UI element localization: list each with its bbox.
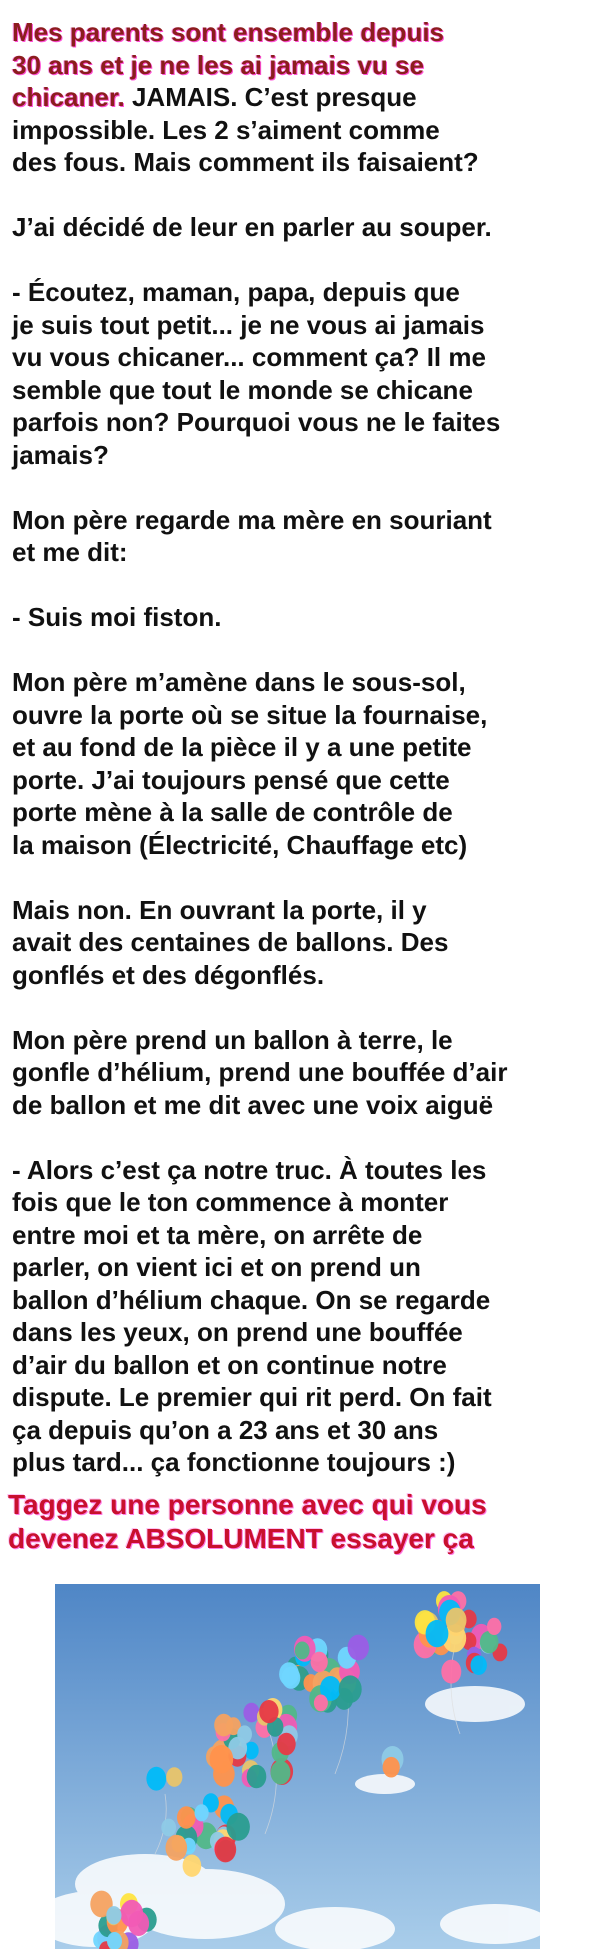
balloon xyxy=(383,1757,400,1778)
balloon xyxy=(227,1813,250,1841)
story-paragraph-8: Mon père prend un ballon à terre, le gonfle d’hélium, prend une bouffée d’air de ballon et me dit avec une voix aiguë xyxy=(12,1024,508,1120)
balloon xyxy=(311,1652,328,1673)
call-to-action: Taggez une personne avec qui vous devenez ABSOLUMENT essayer ça xyxy=(8,1489,487,1554)
balloon xyxy=(183,1855,202,1877)
story-paragraph-3: - Écoutez, maman, papa, depuis que je suis tout petit... je ne vous ai jamais vu vous chicaner... comment ça? Il me semble que tout le monde se chicane parfois non? Pourquoi vous ne le faites jamais? xyxy=(12,277,501,470)
balloon xyxy=(446,1608,467,1633)
balloon xyxy=(146,1767,166,1791)
story-intro-highlight: Mes parents sont ensemble depuis 30 ans et je ne les ai jamais vu se chicaner. xyxy=(12,17,445,112)
balloons-sky-photo xyxy=(55,1584,540,1949)
balloon xyxy=(314,1695,328,1712)
story-text xyxy=(12,16,600,1511)
balloon xyxy=(348,1635,369,1661)
story-paragraph-2: J’ai décidé de leur en parler au souper. xyxy=(12,212,492,242)
balloon xyxy=(441,1660,461,1684)
balloons-photo-svg xyxy=(55,1584,540,1949)
balloon xyxy=(295,1642,310,1660)
balloon xyxy=(237,1725,252,1743)
balloon xyxy=(106,1906,121,1924)
balloon xyxy=(161,1819,176,1837)
balloon xyxy=(339,1675,362,1703)
story-paragraph-intro xyxy=(12,16,600,179)
balloon xyxy=(215,1837,237,1863)
balloon xyxy=(120,1900,143,1927)
balloon xyxy=(177,1806,196,1828)
balloon xyxy=(214,1714,233,1737)
balloon xyxy=(471,1655,487,1675)
balloon xyxy=(166,1835,188,1861)
balloon xyxy=(487,1618,501,1635)
story-paragraph-6: Mon père m’amène dans le sous-sol, ouvre la porte où se situe la fournaise, et au fond de la pièce il y a une petite porte. J’ai toujours pensé que cette porte mène à la salle de contrôle de la maison (Électricité, Chauffage etc) xyxy=(12,667,488,860)
story-intro-rest: JAMAIS. C’est presque impossible. Les 2 s’aiment comme des fous. Mais comment ils faisaient? xyxy=(12,82,479,177)
story-paragraph-4: Mon père regarde ma mère en souriant et me dit: xyxy=(12,504,492,567)
balloon xyxy=(166,1767,182,1787)
story-paragraph-5: - Suis moi fiston. xyxy=(12,602,222,632)
story-paragraph-9: - Alors c’est ça notre truc. À toutes les fois que le ton commence à monter entre moi et ta mère, on arrête de parler, on vient ici et on prend un ballon d’hélium chaque. On se regarde dans les yeux, on prend une bouffée d’air du ballon et on continue notre dispute. Le premier qui rit perd. On fait ça depuis qu’on a 23 ans et 30 ans plus tard... ça fonctionne toujours :) xyxy=(12,1154,492,1477)
balloon xyxy=(247,1765,267,1789)
balloon xyxy=(243,1703,259,1723)
balloon xyxy=(279,1662,299,1686)
balloon xyxy=(195,1804,209,1821)
balloon xyxy=(271,1761,291,1785)
story-paragraph-7: Mais non. En ouvrant la porte, il y avait des centaines de ballons. Des gonflés et des dégonflés. xyxy=(12,894,449,990)
balloon xyxy=(259,1700,278,1723)
balloon xyxy=(210,1745,234,1773)
balloon xyxy=(277,1733,296,1755)
balloon xyxy=(426,1620,449,1647)
